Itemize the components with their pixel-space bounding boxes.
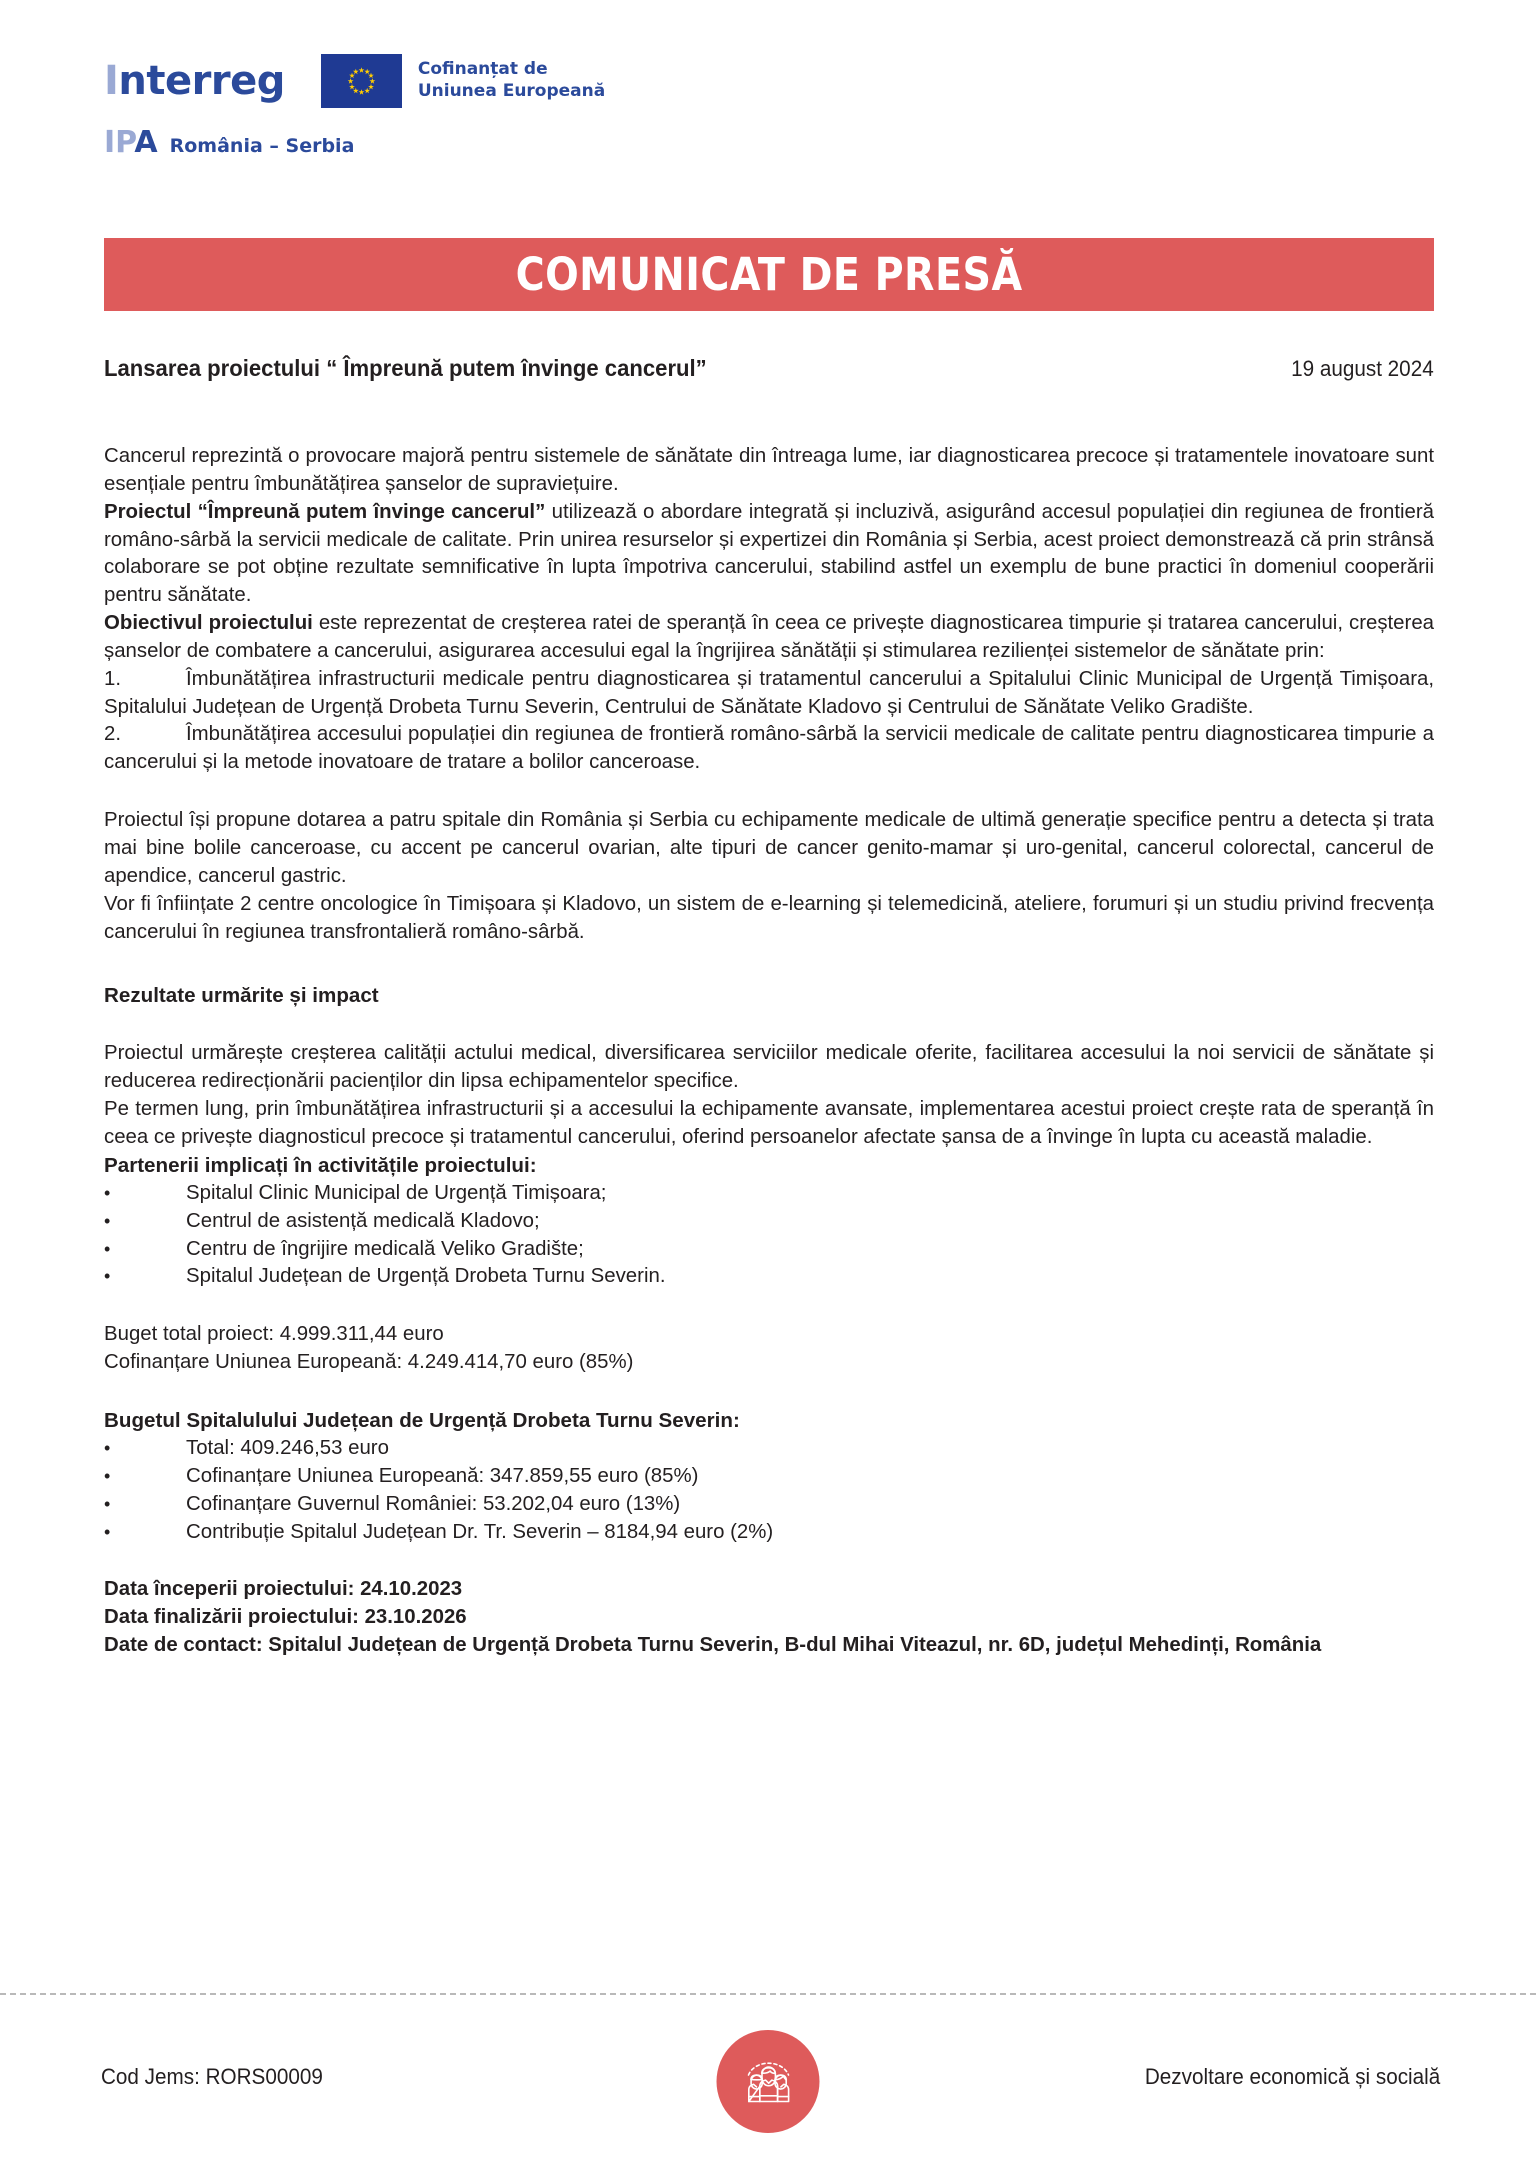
partner-label: Centru de îngrijire medicală Veliko Gradište; (186, 1237, 584, 1260)
equipment-paragraph: Proiectul își propune dotarea a patru spitale din România și Serbia cu echipamente medicale de ultimă generație specifice pentru a detecta și trata mai bine bolile canceroase, cu accent pe cancerul ovarian, alte tipuri de cancer genito-mamar și uro-genital, cancerul colorectal, cancerul de apendice, cancerul gastric. (104, 809, 1434, 887)
jems-code: Cod Jems: RORS00009 (101, 2064, 323, 2089)
project-end-date: Data finalizării proiectului: 23.10.2026 (104, 1606, 467, 1629)
eu-cofinance-line-1: Cofinanțat de (417, 59, 548, 80)
page-title: Lansarea proiectului “ Împreună putem învinge cancerul” (104, 355, 707, 381)
footer (0, 2022, 1536, 2172)
project-paragraph-rest: utilizează o abordare integrată și incluzivă, asigurând accesul populației din regiunea de frontieră româno-sârbă la servicii medicale de calitate. Prin unirea resurselor și expertizei din România și Serbia, acest proiect demonstrează că prin strânsă colaborare se pot obține rezultate semnificative în lupta împotriva cancerului, stabilind astfel un exemplu de bune practici în domeniul cooperării pentru sănătate. (104, 500, 1434, 607)
partners-heading: Partenerii implicați în activitățile proiectului: (104, 1153, 537, 1177)
bullet-icon: • (104, 1438, 111, 1459)
partners-list (104, 1180, 1434, 1291)
partner-label: Spitalul Județean de Urgență Drobeta Turnu Severin. (186, 1265, 666, 1288)
objective-item-2-number: 2. (104, 723, 122, 746)
hospital-budget-label: Cofinanțare Guvernul României: 53.202,04 euro (13%) (186, 1492, 681, 1515)
press-release-banner (104, 238, 1434, 311)
list-item (104, 1236, 1434, 1264)
results-heading: Rezultate urmărite și impact (104, 984, 379, 1008)
subtitle-row (104, 355, 1434, 382)
hospital-budget-label: Contribuție Spitalul Județean Dr. Tr. Severin – 8184,94 euro (2%) (186, 1520, 774, 1543)
ipa-logo-row (104, 125, 1434, 168)
programme-theme: Dezvoltare economică și socială (1144, 2064, 1440, 2089)
hospital-budget-label: Total: 409.246,53 euro (186, 1437, 389, 1460)
list-item (104, 1180, 1434, 1208)
objective-bold-lead: Obiectivul proiectului (104, 612, 313, 635)
objective-item-1 (104, 666, 1434, 722)
results-paragraph-2: Pe termen lung, prin îmbunătățirea infrastructurii și a accesului la echipamente avansate, implementarea acestui proiect crește rata de speranță în ceea ce privește diagnosticul precoce și tratamentul cancerului, oferind persoanelor afectate șansa de a învinge în lupta cu această maladie. (104, 1098, 1434, 1148)
eu-cofinance-text (418, 59, 605, 103)
bullet-icon: • (104, 1465, 111, 1486)
results-paragraph-1: Proiectul urmărește creșterea calității actului medical, diversificarea serviciilor medicale oferite, facilitarea accesului la noi servicii de sănătate și reducerea redirecționării pacienților din lipsa echipamentelor specifice. (104, 1042, 1434, 1093)
objective-paragraph (104, 610, 1434, 666)
ipa-programme-label: România – Serbia (169, 135, 355, 157)
list-item (104, 1208, 1434, 1236)
partner-label: Centrul de asistență medicală Kladovo; (186, 1209, 540, 1232)
project-bold-lead: Proiectul “Împreună putem învinge cancerul” (104, 500, 546, 523)
interreg-logo: Interreg (104, 58, 285, 104)
spacer (104, 1546, 1434, 1576)
banner-title: COMUNICAT DE PRESĂ (515, 248, 1023, 301)
spacer (104, 1010, 1434, 1040)
objective-item-1-text: Îmbunătățirea infrastructurii medicale pentru diagnosticarea și tratamentul cancerului a Spitalului Clinic Municipal de Urgență Timișoara, Spitalului Județean de Urgență Drobeta Turnu Severin, Centrului de Sănătate Kladovo și Centrului de Sănătate Veliko Gradište. (104, 667, 1434, 718)
intro-paragraph: Cancerul reprezintă o provocare majoră pentru sistemele de sănătate din întreaga lume, iar diagnosticarea precoce și tratamentele inovatoare sunt esențiale pentru îmbunătățirea șanselor de supraviețuire. (104, 445, 1434, 495)
list-item (104, 1435, 1434, 1463)
spacer (104, 1377, 1434, 1407)
contact-details: Date de contact: Spitalul Județean de Urgență Drobeta Turnu Severin, B-dul Mihai Viteazul, nr. 6D, județul Mehedinți, România (104, 1634, 1322, 1657)
people-group-icon (717, 2030, 820, 2133)
bullet-icon: • (104, 1493, 111, 1514)
interreg-eu-logo-row (104, 48, 1434, 114)
partner-label: Spitalul Clinic Municipal de Urgență Timișoara; (186, 1181, 607, 1204)
objective-item-2 (104, 721, 1434, 777)
budget-total-line: Buget total proiect: 4.999.311,44 euro (104, 1323, 444, 1346)
document-body (104, 443, 1434, 1660)
hospital-budget-list (104, 1435, 1434, 1546)
eu-cofinance-line-2: Uniunea Europeană (417, 81, 606, 101)
list-item (104, 1491, 1434, 1519)
hospital-budget-heading: Bugetul Spitalulului Județean de Urgență Drobeta Turnu Severin: (104, 1409, 740, 1432)
bullet-icon: • (104, 1521, 111, 1542)
list-item (104, 1263, 1434, 1291)
objective-paragraph-rest: este reprezentat de creșterea ratei de speranță în ceea ce privește diagnosticarea timpurie și tratarea cancerului, creșterea șanselor de combatere a cancerului, asigurarea accesului egal la îngrijirea sănătății și stimularea rezilienței sistemelor de sănătate prin: (104, 612, 1434, 662)
ipa-logo: IPA (104, 125, 158, 160)
project-start-date: Data începerii proiectului: 24.10.2023 (104, 1578, 463, 1601)
bullet-icon: • (104, 1182, 111, 1203)
objective-item-1-number: 1. (104, 667, 122, 690)
objective-item-2-text: Îmbunătățirea accesului populației din regiunea de frontieră româno-sârbă la servicii medicale de calitate pentru diagnosticarea timpurie a cancerului și la metode inovatoare de tratare a bolilor canceroase. (104, 723, 1434, 774)
eu-flag-icon (321, 54, 402, 108)
centres-paragraph: Vor fi înființate 2 centre oncologice în Timișoara și Kladovo, un sistem de e-learning și telemedicină, ateliere, forumuri și un studiu privind frecvența cancerului în regiunea transfrontalieră româno-sârbă. (104, 892, 1434, 943)
list-item (104, 1519, 1434, 1547)
project-paragraph (104, 499, 1434, 610)
footer-divider (0, 1993, 1536, 1995)
budget-eu-line: Cofinanțare Uniunea Europeană: 4.249.414,70 euro (85%) (104, 1351, 634, 1374)
spacer (104, 777, 1434, 807)
logo-header (104, 48, 1434, 168)
publication-date: 19 august 2024 (1291, 356, 1434, 381)
list-item (104, 1463, 1434, 1491)
bullet-icon: • (104, 1266, 111, 1287)
bullet-icon: • (104, 1210, 111, 1231)
spacer (104, 946, 1434, 982)
bullet-icon: • (104, 1238, 111, 1259)
hospital-budget-label: Cofinanțare Uniunea Europeană: 347.859,55 euro (85%) (186, 1464, 699, 1487)
spacer (104, 1291, 1434, 1321)
